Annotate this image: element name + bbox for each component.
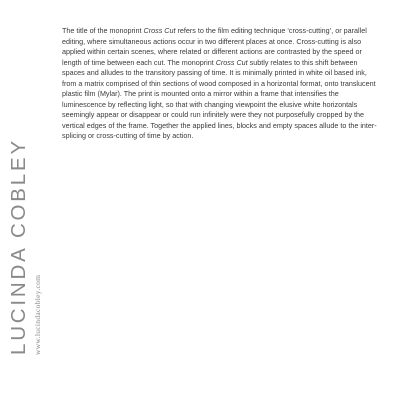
artwork-title: Cross Cut xyxy=(143,26,176,35)
description-part-2: refers to the film editing technique ‘cross-cutting’, or parallel editing, where simultaneous actions occur in two different places at once. Cross-cutting is also applied within certain scenes, where related or different actions are contrasted by the speed or length of time between each cut. The monoprint xyxy=(62,26,367,67)
artwork-title-repeat: Cross Cut xyxy=(215,57,248,67)
artist-name: LUCINDA COBLEY xyxy=(7,138,30,355)
artwork-description xyxy=(62,26,382,142)
artist-website[interactable]: www.lucindacobley.com xyxy=(33,274,42,355)
description-part-1: The title of the monoprint xyxy=(62,26,144,35)
sidebar xyxy=(0,0,60,401)
description-part-3: subtly relates to this shift between spaces and alludes to the transitory passing of time. It is minimally printed in white oil based ink, from a matrix comprised of thin sections of wood composed in a horizontal format, onto translucent plastic film (Mylar). The print is mounted onto a mirror within a frame that intensifies the luminescence by reflecting light, so that with changing viewpoint the elusive white horizontals seemingly appear or disappear or could run infinitely were they not purposefully cropped by the vertical edges of the frame. Together the applied lines, blocks and empty spaces allude to the inter-splicing or cross-cutting of time by action. xyxy=(62,57,377,140)
